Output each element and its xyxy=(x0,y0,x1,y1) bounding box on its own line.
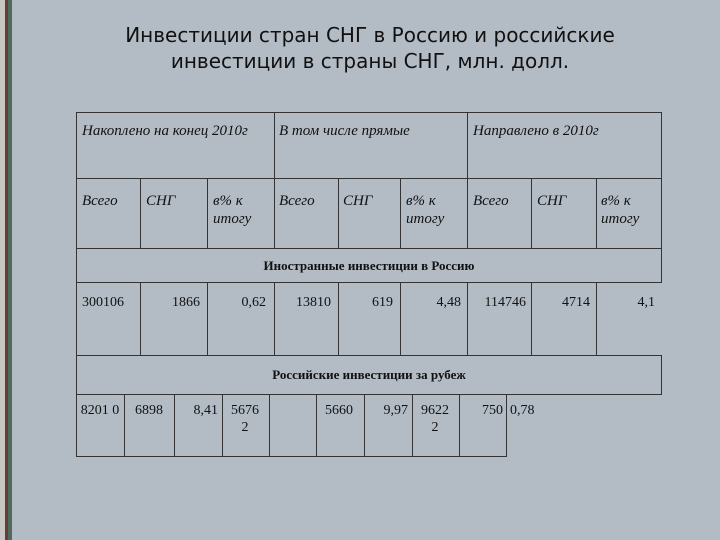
header-divider xyxy=(76,178,662,179)
section2-bottom-line xyxy=(76,394,662,395)
row1-divider-2 xyxy=(207,282,208,355)
row2-total-sent: 9622 2 xyxy=(421,403,449,435)
row1-cis-sent: 4714 xyxy=(562,295,590,310)
row1-cis-accumulated: 1866 xyxy=(172,295,200,310)
left-decorative-stripe xyxy=(0,0,12,540)
row2-divider-6 xyxy=(364,394,365,457)
subheader-total-1: Всего xyxy=(82,193,118,209)
header-sent: Направлено в 2010г xyxy=(473,123,599,139)
investment-table xyxy=(76,112,662,457)
row1-divider-6 xyxy=(467,282,468,355)
row2-cis-sent: 750 xyxy=(482,403,503,418)
row2-total-direct: 5676 2 xyxy=(231,403,259,435)
row1-divider-3 xyxy=(274,282,275,355)
slide-title xyxy=(100,22,640,74)
section1-bottom-line xyxy=(76,282,662,283)
row1-divider-1 xyxy=(140,282,141,355)
row1-pct-accumulated: 0,62 xyxy=(241,295,266,310)
section-foreign-investment: Иностранные инвестиции в Россию xyxy=(263,258,475,273)
row2-divider-3 xyxy=(222,394,223,457)
row2-pct-accumulated: 8,41 xyxy=(193,403,218,418)
row2-pct-sent: 0,78 xyxy=(510,403,535,418)
group-divider-2 xyxy=(467,112,468,179)
table-border-top xyxy=(76,112,662,113)
subheader-pct-1: в% к итогу xyxy=(213,193,252,227)
subheader-total-3: Всего xyxy=(473,193,509,209)
sub-divider-4 xyxy=(338,178,339,248)
row2-divider-4 xyxy=(269,394,270,457)
header-accumulated: Накоплено на конец 2010г xyxy=(82,123,248,139)
row1-divider-4 xyxy=(338,282,339,355)
section-russian-investment-abroad: Российские инвестиции за рубеж xyxy=(272,367,466,382)
row1-cis-direct: 619 xyxy=(372,295,393,310)
row1-total-sent: 114746 xyxy=(484,295,526,310)
row2-cis-accumulated: 6898 xyxy=(135,403,163,418)
stripe-green xyxy=(8,0,12,540)
subheader-cis-3: СНГ xyxy=(537,193,567,209)
sub-divider-2 xyxy=(207,178,208,248)
row2-divider-8 xyxy=(459,394,460,457)
row1-total-direct: 13810 xyxy=(296,295,331,310)
title-line-1: Инвестиции стран СНГ в Россию и российские xyxy=(125,23,615,47)
table-border-left xyxy=(76,112,77,457)
subheader-pct-2: в% к итогу xyxy=(406,193,445,227)
row1-divider-7 xyxy=(531,282,532,355)
row2-cis-direct: 5660 xyxy=(325,403,353,418)
row2-divider-2 xyxy=(174,394,175,457)
sub-divider-1 xyxy=(140,178,141,248)
header-direct: В том числе прямые xyxy=(279,123,410,139)
sub-divider-3 xyxy=(274,178,275,248)
subheader-cis-2: СНГ xyxy=(343,193,373,209)
title-line-2: инвестиции в страны СНГ, млн. долл. xyxy=(170,49,570,73)
section1-top-line xyxy=(76,248,662,249)
row1-pct-direct: 4,48 xyxy=(436,295,461,310)
row2-divider-1 xyxy=(124,394,125,457)
row2-pct-direct: 9,97 xyxy=(383,403,408,418)
sub-divider-8 xyxy=(596,178,597,248)
sub-divider-6 xyxy=(467,178,468,248)
row2-divider-7 xyxy=(412,394,413,457)
row1-divider-8 xyxy=(596,282,597,355)
row1-total-accumulated: 300106 xyxy=(82,295,124,310)
row2-divider-5 xyxy=(316,394,317,457)
row1-pct-sent: 4,1 xyxy=(637,295,655,310)
subheader-total-2: Всего xyxy=(279,193,315,209)
subheader-pct-3: в% к итогу xyxy=(601,193,640,227)
row1-divider-5 xyxy=(400,282,401,355)
subheader-cis-1: СНГ xyxy=(146,193,176,209)
sub-divider-7 xyxy=(531,178,532,248)
row2-divider-9 xyxy=(506,394,507,457)
group-divider-1 xyxy=(274,112,275,179)
row2-total-accumulated: 8201 0 xyxy=(80,403,120,418)
table-border-bottom xyxy=(76,456,507,457)
section2-top-line xyxy=(76,355,662,356)
sub-divider-5 xyxy=(400,178,401,248)
